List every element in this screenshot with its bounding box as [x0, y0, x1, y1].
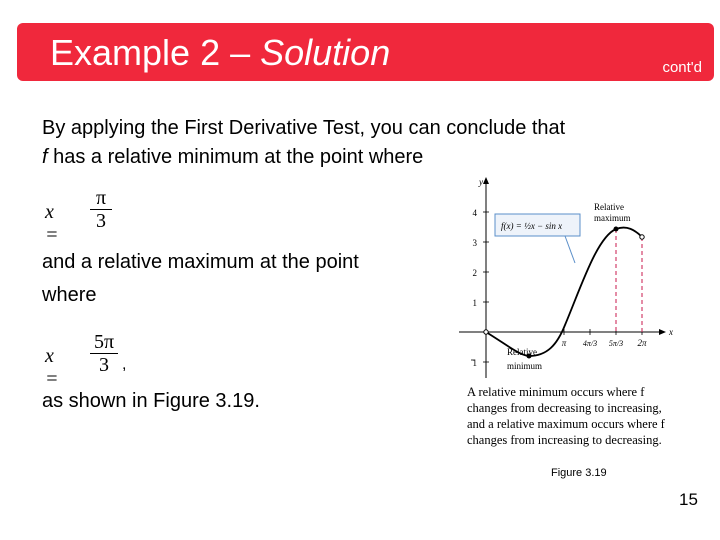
figure-graph	[457, 175, 687, 380]
function-curve	[486, 228, 642, 356]
caption-line: and a relative maximum occurs where f	[467, 417, 665, 431]
figure-label: Figure 3.19	[551, 467, 607, 479]
continued-label: cont'd	[662, 59, 702, 76]
paragraph-maximum-line1: and a relative maximum at the point	[42, 251, 359, 273]
title-bar	[17, 23, 714, 81]
y-axis-arrow	[483, 177, 489, 184]
x-tick-label: 5π/3	[608, 339, 624, 348]
relative-maximum-point	[614, 227, 619, 232]
caption-line: changes from increasing to decreasing.	[467, 433, 662, 447]
x-axis-arrow	[659, 329, 666, 335]
equation-lhs: x =	[45, 201, 59, 246]
function-label: f(x) = ½x − sin x	[501, 221, 563, 231]
relative-minimum-label: Relative	[507, 347, 537, 357]
paragraph-figure-reference: as shown in Figure 3.19.	[42, 390, 260, 412]
title-prefix: Example 2 –	[50, 32, 261, 73]
paragraph-intro-line1: By applying the First Derivative Test, you can conclude that	[42, 117, 566, 139]
fraction	[89, 331, 119, 376]
relative-maximum-label: maximum	[594, 213, 631, 223]
fraction	[89, 187, 113, 232]
figure-caption	[467, 384, 682, 448]
slide-title	[50, 33, 390, 73]
function-name: f	[42, 146, 48, 168]
x-tick-label: π	[561, 338, 567, 348]
fraction-numerator: 5π	[93, 331, 115, 353]
paragraph-intro-line2: has a relative minimum at the point where	[47, 146, 424, 168]
paragraph-maximum-line2: where	[42, 284, 97, 306]
y-tick-label: 3	[472, 238, 477, 248]
caption-line: A relative minimum occurs where f	[467, 385, 645, 399]
curve-endpoint	[640, 235, 644, 239]
x-axis-label: x	[669, 327, 673, 337]
page-number: 15	[679, 490, 698, 509]
equation-lhs: x =	[45, 345, 59, 390]
fraction-denominator: 3	[96, 210, 106, 232]
paragraph-intro	[42, 114, 692, 172]
paragraph-maximum	[42, 246, 442, 312]
fraction-denominator: 3	[99, 354, 109, 376]
x-tick-label: 2π	[637, 338, 647, 348]
y-tick-label: 1	[472, 298, 477, 308]
y-tick-label: 1	[472, 358, 477, 368]
caption-line: changes from decreasing to increasing,	[467, 401, 662, 415]
y-tick-label: 4	[472, 208, 477, 218]
curve-endpoint	[484, 330, 488, 334]
relative-maximum-label: Relative	[594, 202, 624, 212]
equation-comma: ,	[122, 356, 127, 373]
function-label-pointer	[565, 236, 575, 263]
title-italic: Solution	[260, 32, 391, 73]
relative-minimum-label: minimum	[507, 361, 543, 371]
y-tick-label: 2	[472, 268, 477, 278]
y-axis-label: y	[479, 177, 483, 187]
x-tick-label: 4π/3	[582, 339, 598, 348]
fraction-numerator: π	[95, 187, 107, 209]
